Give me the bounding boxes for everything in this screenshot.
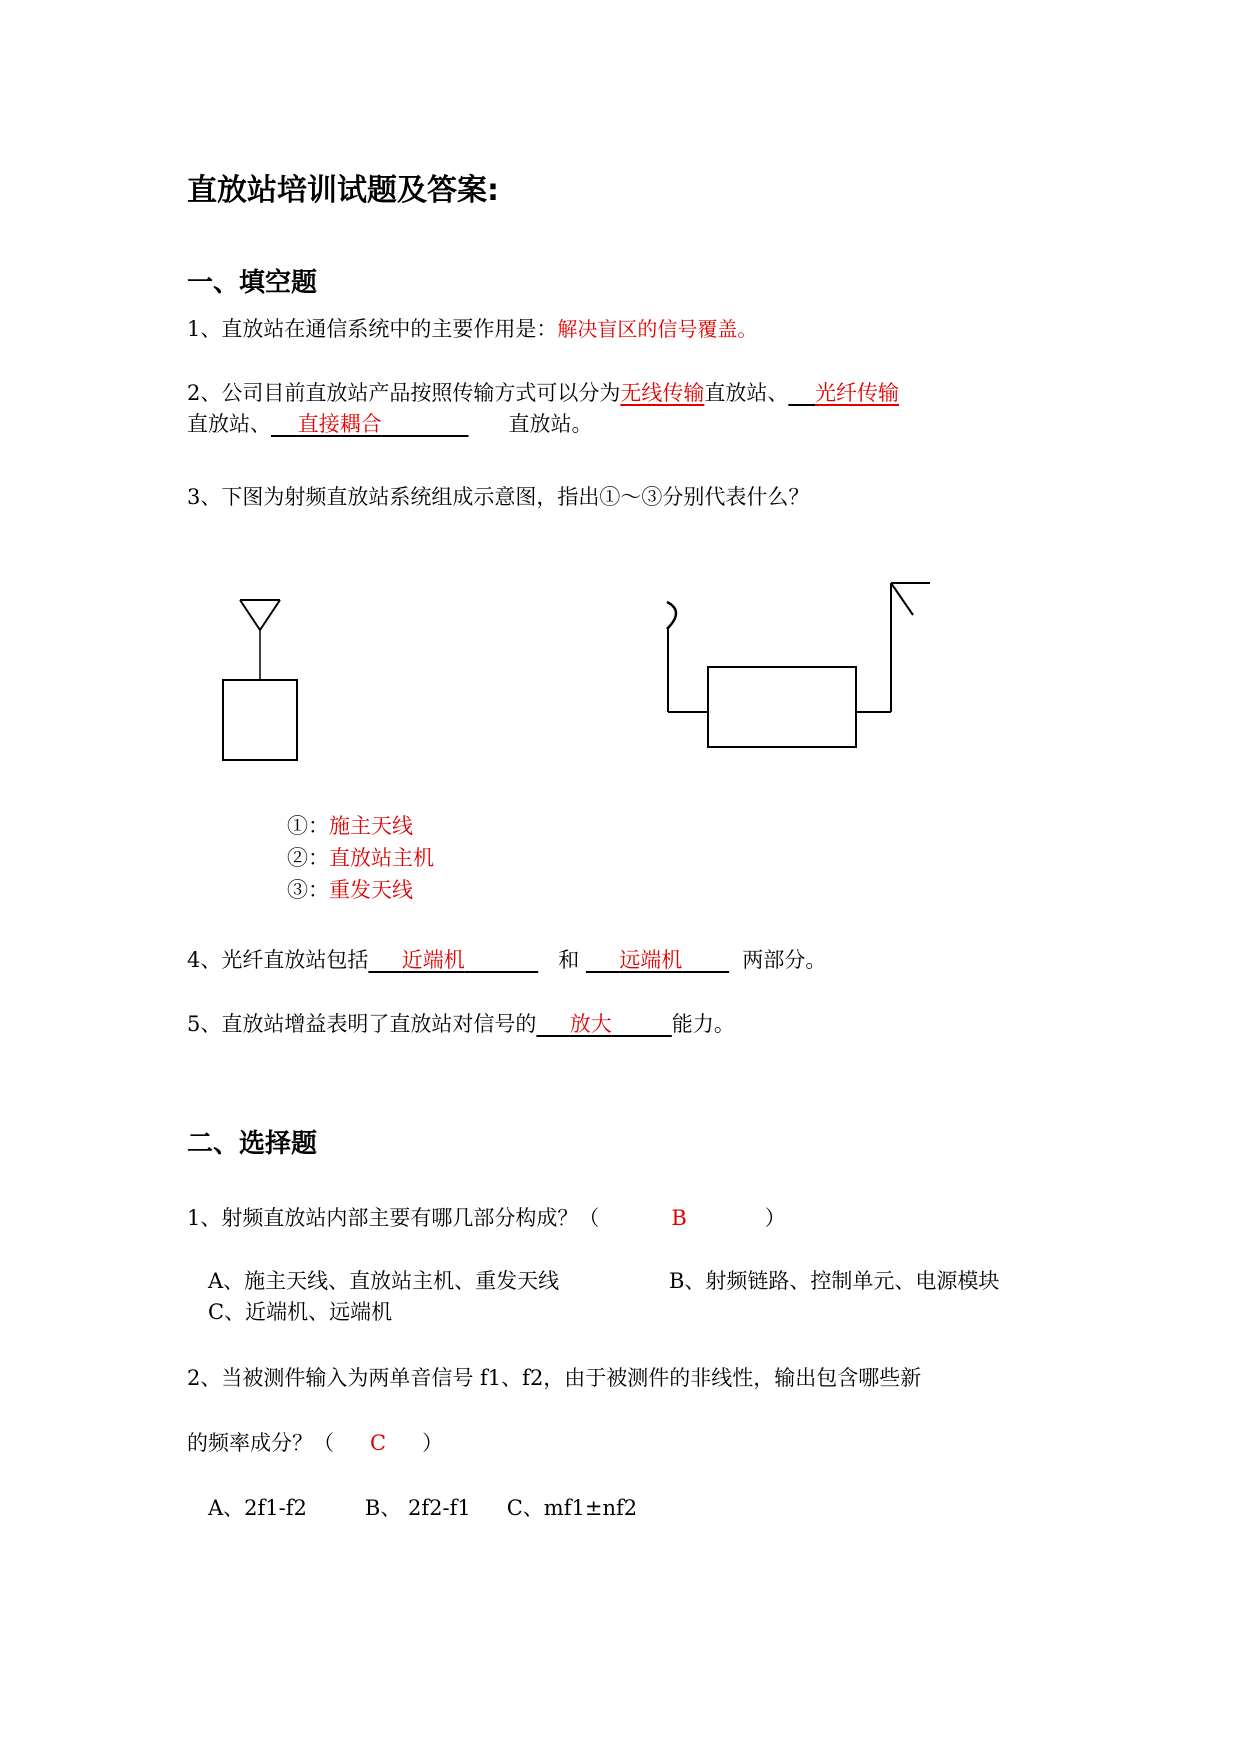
question-text: 5、直放站增益表明了直放站对信号的 bbox=[187, 1012, 537, 1036]
choice-q1-option-c: C、近端机、远端机 bbox=[208, 1300, 393, 1324]
fill-question-5 bbox=[187, 1009, 735, 1039]
question-text: 两部分。 bbox=[742, 948, 827, 972]
choice-question-2-line1: 2、当被测件输入为两单音信号 f1、f2，由于被测件的非线性，输出包含哪些新 bbox=[187, 1366, 922, 1390]
repeater-host-box bbox=[708, 667, 856, 747]
answer-text: 施主天线 bbox=[329, 814, 413, 838]
choice-question-2-line2 bbox=[187, 1428, 443, 1458]
bts-box bbox=[223, 680, 297, 760]
answer-blank-2: 远端机 bbox=[619, 948, 683, 972]
answer-letter: C bbox=[370, 1431, 387, 1455]
fill-question-2-line1 bbox=[187, 378, 899, 408]
fill-question-4 bbox=[187, 945, 826, 975]
question-text: 1、直放站在通信系统中的主要作用是： bbox=[187, 317, 558, 341]
answer-number: ②： bbox=[287, 846, 329, 870]
answer-text: 直放站主机 bbox=[329, 846, 434, 870]
question-text: 直放站、 bbox=[187, 412, 271, 436]
question-text: 直放站、 bbox=[704, 381, 789, 405]
repeater-system-diagram bbox=[200, 555, 980, 780]
answer-text: 解决盲区的信号覆盖。 bbox=[557, 317, 758, 341]
fill-question-3: 3、下图为射频直放站系统组成示意图，指出①～③分别代表什么？ bbox=[187, 485, 810, 509]
q3-answer-1 bbox=[287, 811, 413, 841]
answer-blank-1: 无线传输 bbox=[620, 381, 705, 405]
choice-question-1 bbox=[187, 1203, 786, 1233]
question-text: 和 bbox=[558, 948, 580, 972]
choice-q2-options bbox=[208, 1493, 637, 1523]
option-b: B、 2f2-f1 bbox=[364, 1496, 471, 1520]
answer-text: 重发天线 bbox=[329, 878, 413, 902]
section1-heading: 一、填空题 bbox=[187, 268, 318, 298]
question-text: 的频率成分？（ bbox=[187, 1431, 334, 1455]
answer-letter: B bbox=[671, 1206, 687, 1230]
fill-question-2-line2 bbox=[187, 409, 593, 439]
answer-number: ①： bbox=[287, 814, 329, 838]
q3-answer-3 bbox=[287, 875, 413, 905]
question-text: 1、射频直放站内部主要有哪几部分构成？（ bbox=[187, 1206, 600, 1230]
choice-q1-option-b: B、射频链路、控制单元、电源模块 bbox=[669, 1269, 1000, 1293]
choice-q1-option-a: A、施主天线、直放站主机、重发天线 bbox=[208, 1269, 560, 1293]
answer-blank-3: 直接耦合 bbox=[297, 412, 382, 436]
answer-blank-2: 光纤传输 bbox=[815, 381, 900, 405]
question-text: 直放站。 bbox=[508, 412, 593, 436]
question-text: ） bbox=[764, 1206, 786, 1230]
question-text: 4、光纤直放站包括 bbox=[187, 948, 369, 972]
option-c: C、mf1±nf2 bbox=[506, 1496, 638, 1520]
answer-blank: 放大 bbox=[569, 1012, 612, 1036]
answer-number: ③： bbox=[287, 878, 329, 902]
question-text: ） bbox=[422, 1431, 444, 1455]
donor-antenna-icon bbox=[667, 602, 676, 629]
bts-antenna-icon bbox=[240, 600, 280, 630]
option-a: A、2f1-f2 bbox=[208, 1496, 307, 1520]
q3-answer-2 bbox=[287, 843, 434, 873]
question-text: 能力。 bbox=[671, 1012, 735, 1036]
question-text: 2、公司目前直放站产品按照传输方式可以分为 bbox=[187, 381, 621, 405]
page-title: 直放站培训试题及答案: bbox=[187, 173, 499, 208]
answer-blank-1: 近端机 bbox=[401, 948, 465, 972]
fill-question-1 bbox=[187, 314, 757, 344]
section2-heading: 二、选择题 bbox=[187, 1129, 318, 1159]
